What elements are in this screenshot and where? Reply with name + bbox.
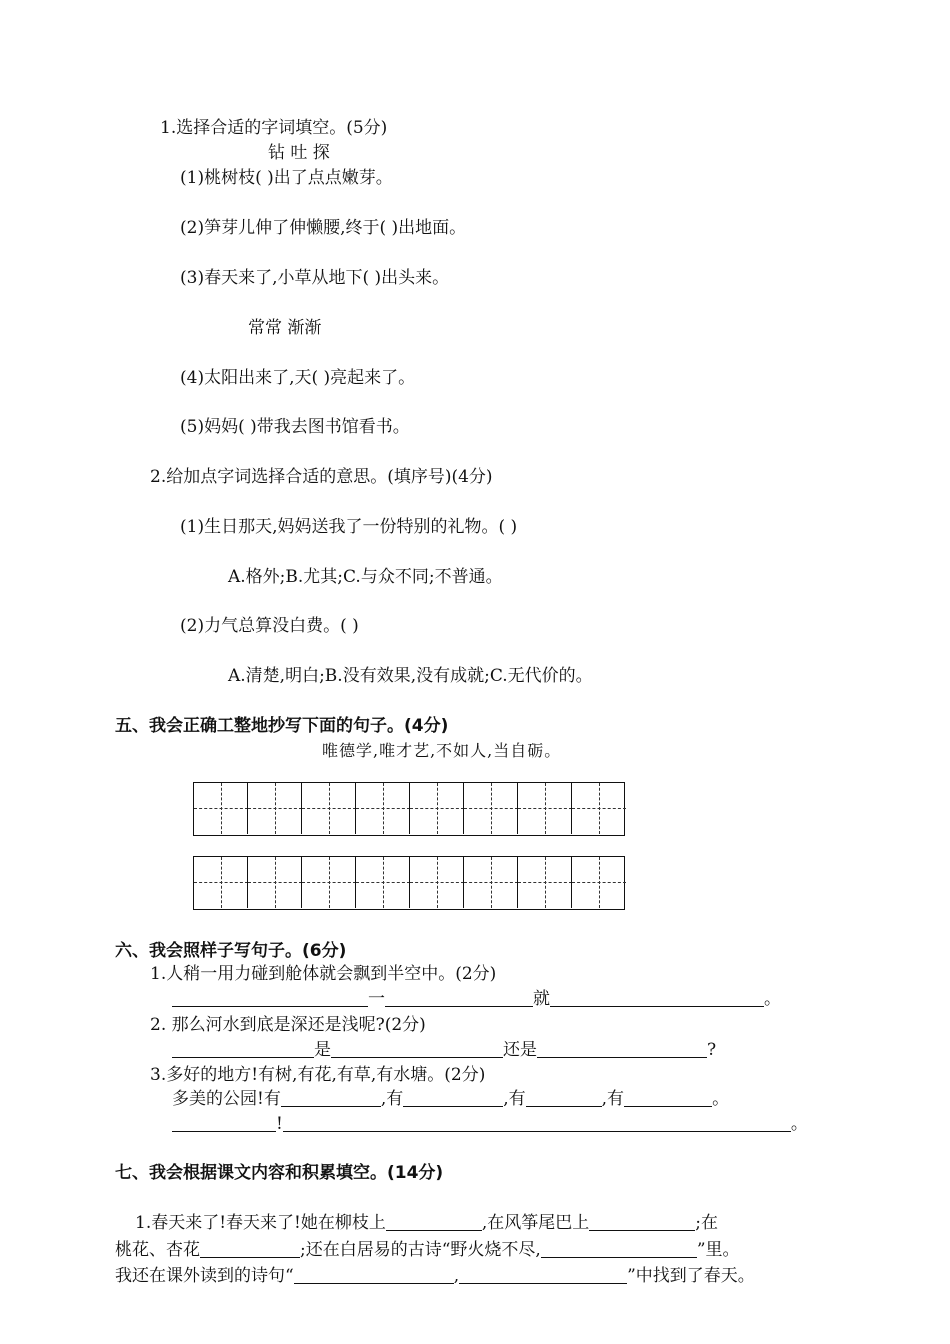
grid-cell[interactable] xyxy=(194,857,248,908)
q3-start: 多美的公园!有 xyxy=(172,1089,281,1109)
word-you: ,有 xyxy=(503,1089,526,1109)
blank[interactable] xyxy=(386,1212,482,1231)
text: ”里。 xyxy=(696,1240,740,1260)
section-5-title: 五、我会正确工整地抄写下面的句子。(4分) xyxy=(115,716,449,736)
q2-item-1: (1)生日那天,妈妈送我了一份特别的礼物。( ) xyxy=(180,517,518,537)
word-haishi: 还是 xyxy=(503,1040,537,1060)
blank[interactable] xyxy=(550,988,764,1007)
blank[interactable] xyxy=(331,1039,503,1058)
grid-cell[interactable] xyxy=(356,783,410,834)
blank[interactable] xyxy=(537,1039,707,1058)
sec7-line-2 xyxy=(115,1239,740,1261)
q1-title: 1.选择合适的字词填空。(5分) xyxy=(160,118,388,138)
grid-cell[interactable] xyxy=(518,857,572,908)
q2-options-1: A.格外;B.尤其;C.与众不同;不普通。 xyxy=(228,567,503,587)
q1-item-3: (3)春天来了,小草从地下( )出头来。 xyxy=(180,268,450,288)
blank[interactable] xyxy=(281,1088,381,1107)
grid-cell[interactable] xyxy=(248,857,302,908)
sec6-q3-answer-line-2 xyxy=(172,1113,808,1135)
grid-cell[interactable] xyxy=(302,783,356,834)
q2-title: 2.给加点字词选择合适的意思。(填序号)(4分) xyxy=(150,467,493,487)
punct: ! xyxy=(276,1114,283,1134)
word-you: ,有 xyxy=(380,1089,404,1109)
word-shi: 是 xyxy=(314,1040,331,1060)
grid-cell[interactable] xyxy=(572,783,626,834)
q1-item-1: (1)桃树枝( )出了点点嫩芽。 xyxy=(180,168,393,188)
sec6-q2-prompt: 2. 那么河水到底是深还是浅呢?(2分) xyxy=(150,1015,426,1035)
sec6-q1-answer-line xyxy=(172,988,781,1010)
q1-item-2: (2)笋芽儿伸了伸懒腰,终于( )出地面。 xyxy=(180,218,467,238)
blank[interactable] xyxy=(385,988,533,1007)
blank[interactable] xyxy=(526,1088,602,1107)
grid-cell[interactable] xyxy=(356,857,410,908)
text: , xyxy=(453,1266,460,1286)
q2-options-2: A.清楚,明白;B.没有效果,没有成就;C.无代价的。 xyxy=(228,666,593,686)
sec7-line-1 xyxy=(135,1212,718,1234)
model-sentence: 唯德学,唯才艺,不如人,当自砺。 xyxy=(322,741,562,760)
text: 桃花、杏花 xyxy=(115,1240,200,1260)
blank[interactable] xyxy=(541,1239,697,1258)
grid-cell[interactable] xyxy=(248,783,302,834)
grid-cell[interactable] xyxy=(572,857,626,908)
q1-item-5: (5)妈妈( )带我去图书馆看书。 xyxy=(180,417,410,437)
grid-cell[interactable] xyxy=(464,783,518,834)
grid-cell[interactable] xyxy=(194,783,248,834)
writing-grid-2[interactable] xyxy=(193,856,625,910)
blank[interactable] xyxy=(283,1113,791,1132)
text: 我还在课外读到的诗句“ xyxy=(115,1266,294,1286)
punct: 。 xyxy=(764,989,781,1009)
blank[interactable] xyxy=(403,1088,503,1107)
sec6-q1-prompt: 1.人稍一用力碰到舱体就会飘到半空中。(2分) xyxy=(150,964,497,984)
blank[interactable] xyxy=(459,1265,627,1284)
blank[interactable] xyxy=(172,1113,276,1132)
blank[interactable] xyxy=(172,1039,314,1058)
q1-word-bank-1: 钻 吐 探 xyxy=(268,143,330,163)
sec7-line-3 xyxy=(115,1265,755,1287)
text: ;还在白居易的古诗“野火烧不尽, xyxy=(300,1240,541,1260)
q1-item-4: (4)太阳出来了,天( )亮起来了。 xyxy=(180,368,416,388)
sec6-q3-answer-line-1 xyxy=(172,1088,729,1110)
sec6-q3-prompt: 3.多好的地方!有树,有花,有草,有水塘。(2分) xyxy=(150,1065,486,1085)
blank[interactable] xyxy=(294,1265,454,1284)
q2-item-2: (2)力气总算没白费。( ) xyxy=(180,616,359,636)
section-7-title: 七、我会根据课文内容和积累填空。(14分) xyxy=(115,1163,444,1183)
blank[interactable] xyxy=(200,1239,300,1258)
grid-cell[interactable] xyxy=(410,783,464,834)
text: ;在 xyxy=(695,1213,719,1233)
text: ,在风筝尾巴上 xyxy=(481,1213,590,1233)
grid-cell[interactable] xyxy=(410,857,464,908)
blank[interactable] xyxy=(624,1088,712,1107)
writing-grid-1[interactable] xyxy=(193,782,625,836)
q1-word-bank-2: 常常 渐渐 xyxy=(248,318,322,338)
text: ”中找到了春天。 xyxy=(627,1266,755,1286)
section-6-title: 六、我会照样子写句子。(6分) xyxy=(115,941,347,961)
word-jiu: 就 xyxy=(533,989,550,1009)
sec6-q2-answer-line xyxy=(172,1039,716,1061)
grid-cell[interactable] xyxy=(464,857,518,908)
punct: 。 xyxy=(790,1114,808,1134)
word-yi: 一 xyxy=(368,989,385,1009)
blank[interactable] xyxy=(172,988,368,1007)
text: 1.春天来了!春天来了!她在柳枝上 xyxy=(135,1213,386,1233)
grid-cell[interactable] xyxy=(518,783,572,834)
punct: ? xyxy=(707,1040,717,1060)
punct: 。 xyxy=(712,1089,730,1109)
word-you: ,有 xyxy=(601,1089,625,1109)
blank[interactable] xyxy=(589,1212,695,1231)
grid-cell[interactable] xyxy=(302,857,356,908)
